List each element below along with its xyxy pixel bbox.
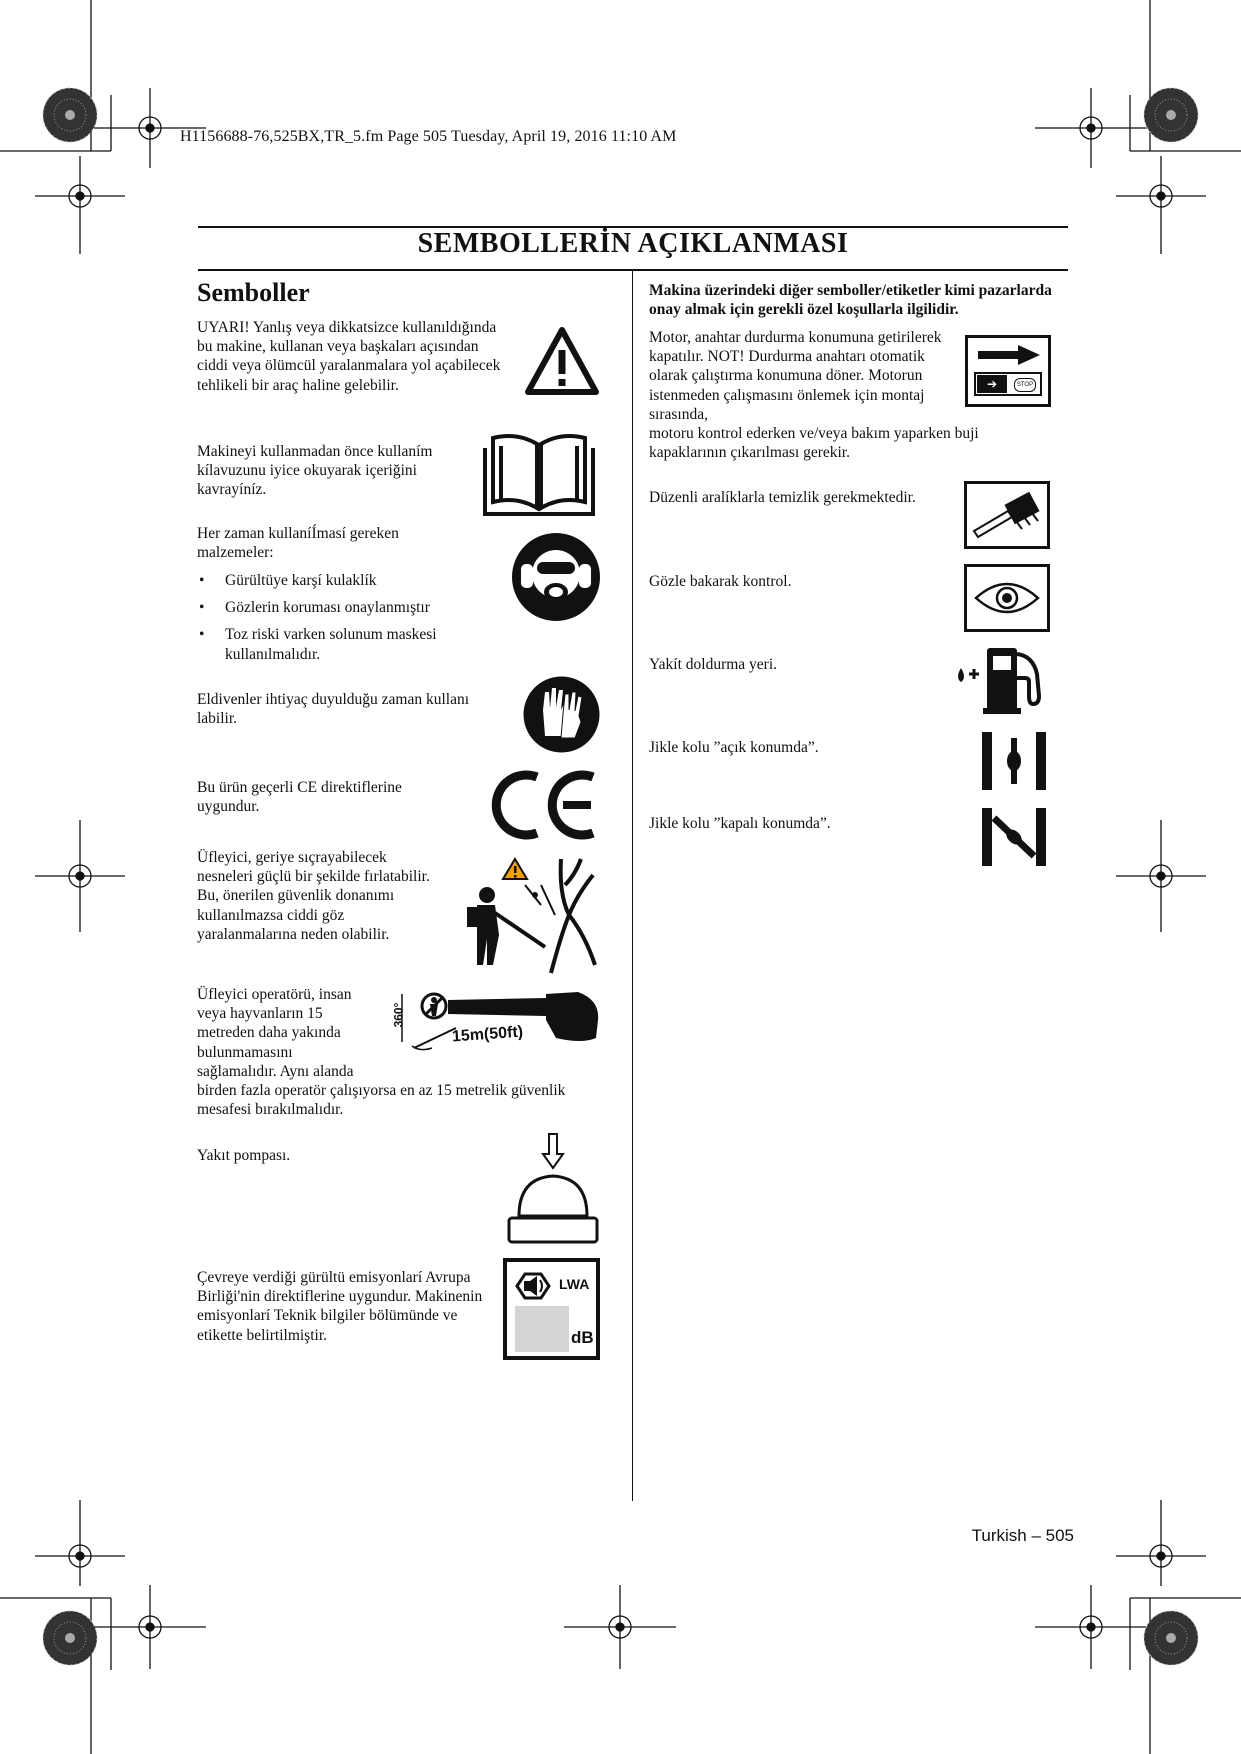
noise-emission-text: Çevreye verdiği gürültü emisyonlarí Avrupa Birliği'nin direktiflerine uygundur. Makinenin emisyonlarí Teknik bilgiler bölümünde ve etikette belirtilmiştir. [197,1269,483,1344]
gloves-text: Eldivenler ihtiyaç duyulduğu zaman kullanı labilir. [197,691,470,728]
list-item: • Gözlerin koruması onaylanmıştır [197,598,487,617]
lwa-label: LWA [559,1276,590,1292]
stop-position-label: STOP [1014,378,1036,392]
page-footer: Turkish – 505 [971,1526,1074,1545]
choke-open-text: Jikle kolu ”açık konumda”. [649,739,819,756]
ce-text: Bu ürün geçerli CE direktiflerine uygundur. [197,779,402,816]
column-divider [632,271,633,1501]
page-title: SEMBOLLERİN AÇIKLANMASI [417,228,849,259]
distance-text-continued: birden fazla operatör çalışıyorsa en az 15 metrelik güvenlik mesafesi bırakılmalıdır. [197,1082,566,1119]
noise-value-box [515,1306,569,1352]
list-item: • Toz riski varken solunum maskesi kullanılmalıdır. [197,625,487,663]
choke-open-icon [980,730,1048,792]
protective-bullet-list [197,571,487,672]
safety-distance-icon [391,990,602,1062]
list-item: • Gürültüye karşí kulaklík [197,571,487,590]
stop-switch-text: Motor, anahtar durdurma konumuna getirilerek kapatılır. NOT! Durdurma anahtarı otomatik olarak çalıştırma konumuna döner. Motorun istenmeden çalışmasını önlemek için montaj sırasında, [649,329,942,423]
section-title: Semboller [197,278,310,307]
distance-label: 15m(50ft) [451,1023,524,1046]
visual-check-text: Gözle bakarak kontrol. [649,573,792,590]
choke-closed-icon [980,806,1048,868]
stop-switch-icon [965,335,1051,407]
fuel-pump-bulb-icon [505,1132,601,1246]
fuel-pump-text: Yakıt pompası. [197,1147,291,1164]
manual-text: Makineyi kullanmadan önce kullaním kílavuzunu iyice okuyarak içeriğini kavrayíníz. [197,443,433,499]
thrown-objects-icon [465,855,601,975]
fuel-fill-text: Yakít doldurma yeri. [649,656,778,673]
blower-objects-text: Üfleyici, geriye sıçrayabilecek nesneleri güçlü bir şekilde fırlatabilir. Bu, önerilen güvenlik donanımı kullanılmazsa ciddi göz yaralanmalarına neden olabilir. [197,849,430,943]
protective-equipment-icon [511,532,601,622]
db-label: dB [571,1328,594,1347]
title-rule-bottom [198,269,1068,271]
protective-intro-text: Her zaman kullaníÍmasí gereken malzemeler: [197,525,399,562]
cleaning-text: Düzenli aralíklarla temizlik gerekmektedir. [649,489,916,506]
file-info-header: H1156688-76,525BX,TR_5.fm Page 505 Tuesday, April 19, 2016 11:10 AM [180,128,677,145]
cleaning-brush-icon [964,481,1050,549]
noise-level-icon [503,1258,600,1360]
choke-closed-text: Jikle kolu ”kapalı konumda”. [649,815,831,832]
manual-book-icon [477,430,601,520]
warning-text: UYARI! Yanlış veya dikkatsizce kullanıldığında bu makine, kullanan veya başkaları açısından ciddi veya ölümcül yaralanmalara yol açabilecek tehlikeli bir araç haline gelebilir. [197,319,501,394]
distance-text: Üfleyici operatörü, insan veya hayvanların 15 metreden daha yakında bulunmamasını sağlamalıdır. Aynı alanda [197,986,354,1080]
eye-icon [964,564,1050,632]
run-position-icon: ➔ [977,375,1007,393]
warning-triangle-icon [524,326,600,396]
other-symbols-intro: Makina üzerindeki diğer semboller/etiketler kimi pazarlarda onay almak için gerekli özel koşullarla ilgilidir. [649,282,1052,319]
angle-label: 360° [391,1002,406,1028]
ce-mark-icon [487,767,600,843]
gloves-icon [523,676,600,753]
fuel-station-icon [953,644,1053,716]
stop-switch-text-continued: motoru kontrol ederken ve/veya bakım yaparken buji kapaklarının çıkarılması gerekir. [649,425,979,462]
